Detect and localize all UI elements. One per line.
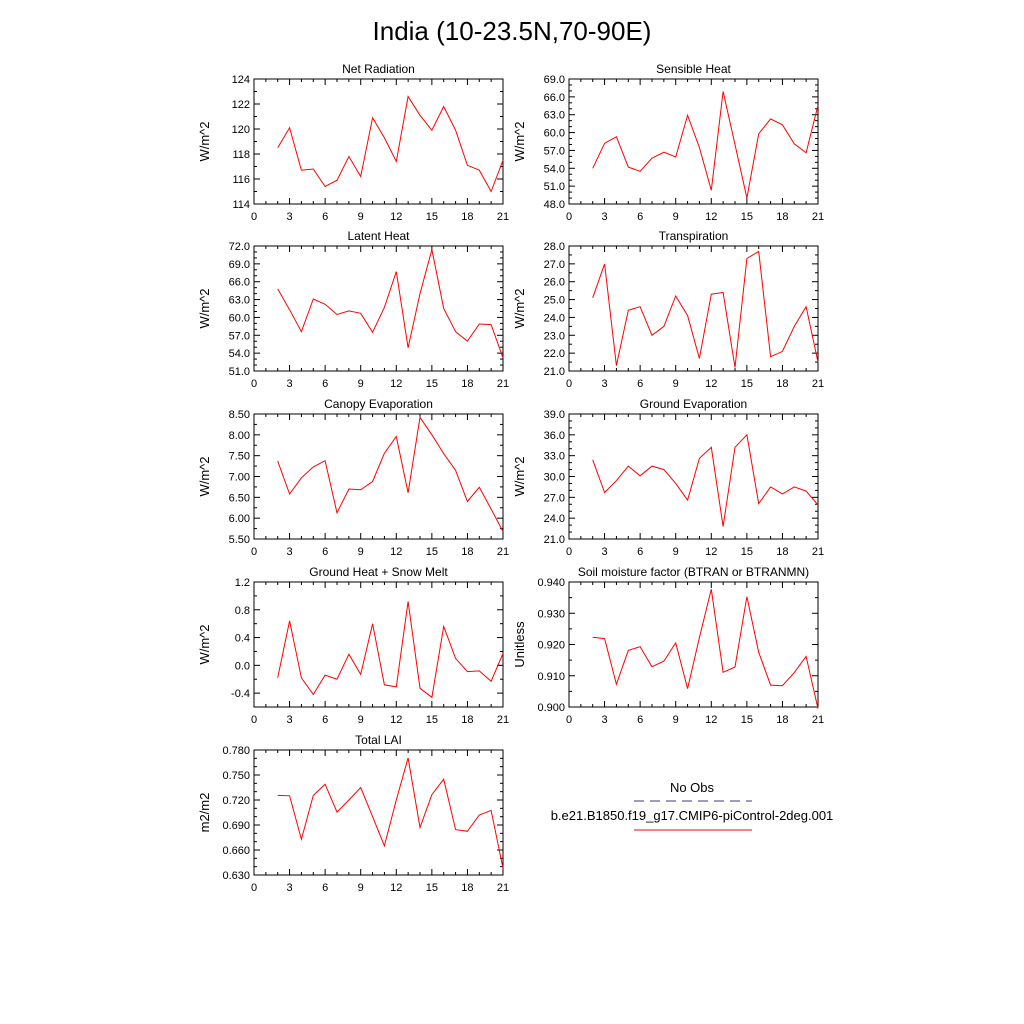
- y-tick-label: 0.720: [222, 795, 250, 807]
- x-tick-label: 18: [461, 211, 474, 223]
- y-tick-label: 122: [231, 99, 250, 111]
- x-tick-label: 21: [496, 378, 510, 390]
- x-tick-label: 9: [357, 211, 364, 223]
- y-tick-label: 30.0: [543, 471, 565, 484]
- plot-frame: [254, 246, 503, 371]
- x-tick-label: 18: [461, 882, 474, 894]
- series-line: [593, 251, 818, 367]
- panel-soil-moisture-factor-btran-or-btranmn: [512, 565, 824, 726]
- x-tick-label: 18: [461, 378, 474, 390]
- x-tick-label: 21: [496, 211, 510, 223]
- y-axis-label: W/m^2: [512, 456, 527, 497]
- x-tick-label: 0: [250, 882, 258, 894]
- y-tick-label: 0.660: [222, 845, 250, 857]
- y-tick-label: 63.0: [543, 109, 565, 122]
- y-tick-label: 60.0: [228, 312, 250, 325]
- panel-sensible-heat: [512, 62, 824, 223]
- panel-title: Canopy Evaporation: [324, 397, 433, 411]
- y-tick-label: 0.750: [222, 770, 250, 782]
- x-tick-label: 3: [286, 546, 293, 558]
- panel-transpiration: [512, 229, 824, 390]
- x-tick-label: 6: [637, 211, 644, 223]
- x-tick-label: 12: [390, 546, 403, 558]
- y-tick-label: 25.0: [543, 294, 565, 307]
- panel-title: Net Radiation: [342, 62, 415, 76]
- y-tick-label: 72.0: [228, 241, 250, 253]
- x-tick-label: 12: [705, 211, 718, 223]
- plot-frame: [254, 582, 503, 707]
- x-tick-label: 6: [322, 714, 329, 726]
- panel-total-lai: [197, 733, 509, 894]
- y-tick-label: 69.0: [543, 74, 565, 86]
- x-tick-label: 18: [776, 714, 789, 726]
- y-tick-label: 57.0: [228, 330, 250, 343]
- y-tick-label: 36.0: [543, 429, 565, 442]
- x-tick-label: 0: [250, 546, 258, 558]
- y-tick-label: 0.4: [234, 632, 250, 645]
- plot-frame: [569, 79, 818, 204]
- y-tick-label: 21.0: [543, 366, 565, 378]
- y-tick-label: 51.0: [543, 181, 565, 194]
- x-tick-label: 21: [496, 546, 510, 558]
- series-line: [593, 589, 818, 708]
- x-tick-label: 18: [776, 378, 789, 390]
- x-tick-label: 0: [250, 378, 258, 390]
- x-tick-label: 21: [496, 882, 510, 894]
- x-tick-label: 21: [811, 714, 825, 726]
- page-title: India (10-23.5N,70-90E): [372, 16, 652, 46]
- y-tick-label: 63.0: [228, 294, 250, 307]
- series-line: [593, 92, 818, 199]
- series-line: [278, 417, 503, 531]
- y-axis-label: W/m^2: [197, 288, 212, 329]
- y-tick-label: 23.0: [543, 330, 565, 343]
- y-tick-label: 24.0: [543, 312, 565, 325]
- panel-net-radiation: [197, 62, 509, 223]
- y-axis-label: W/m^2: [197, 456, 212, 497]
- y-tick-label: 118: [232, 149, 250, 161]
- x-tick-label: 12: [705, 714, 718, 726]
- panel-title: Ground Evaporation: [639, 397, 748, 411]
- x-tick-label: 0: [565, 714, 573, 726]
- series-line: [278, 97, 503, 192]
- legend-obs-label: No Obs: [669, 780, 715, 795]
- y-tick-label: 22.0: [543, 348, 565, 361]
- x-tick-label: 15: [740, 546, 753, 558]
- y-tick-label: 57.0: [543, 145, 565, 158]
- x-tick-label: 15: [425, 211, 438, 223]
- x-tick-label: 21: [811, 211, 825, 223]
- y-axis-label: m2/m2: [197, 792, 212, 833]
- x-tick-label: 9: [357, 546, 364, 558]
- y-axis-label: W/m^2: [512, 121, 527, 162]
- x-tick-label: 15: [740, 378, 753, 390]
- x-tick-label: 0: [565, 378, 573, 390]
- panel-canopy-evaporation: [197, 397, 509, 558]
- x-tick-label: 12: [390, 211, 403, 223]
- x-tick-label: 12: [390, 882, 403, 894]
- x-tick-label: 3: [601, 378, 608, 390]
- y-tick-label: 39.0: [543, 409, 565, 421]
- x-tick-label: 21: [811, 378, 825, 390]
- x-tick-label: 3: [286, 378, 293, 390]
- y-tick-label: 0.780: [222, 745, 250, 757]
- x-tick-label: 0: [565, 211, 573, 223]
- panel-title: Sensible Heat: [656, 62, 731, 76]
- x-tick-label: 21: [496, 714, 510, 726]
- panels-group: [197, 62, 824, 894]
- x-tick-label: 3: [286, 882, 293, 894]
- y-tick-label: 1.2: [234, 577, 250, 589]
- x-tick-label: 15: [740, 211, 753, 223]
- y-tick-label: 0.900: [537, 702, 565, 714]
- y-tick-label: -0.4: [231, 688, 250, 701]
- panel-title: Latent Heat: [347, 229, 410, 243]
- x-tick-label: 15: [425, 546, 438, 558]
- y-tick-label: 28.0: [543, 241, 565, 253]
- series-line: [278, 250, 503, 358]
- y-axis-label: W/m^2: [197, 624, 212, 665]
- y-tick-label: 124: [231, 74, 250, 86]
- x-tick-label: 9: [357, 378, 364, 390]
- y-tick-label: 33.0: [543, 450, 565, 463]
- x-tick-label: 9: [672, 211, 679, 223]
- panel-title: Soil moisture factor (BTRAN or BTRANMN): [577, 565, 810, 579]
- panel-ground-evaporation: [512, 397, 824, 558]
- panel-title: Ground Heat + Snow Melt: [309, 565, 448, 579]
- x-tick-label: 18: [461, 546, 474, 558]
- x-tick-label: 6: [322, 882, 329, 894]
- series-line: [278, 758, 503, 868]
- y-tick-label: 60.0: [543, 127, 565, 140]
- y-tick-label: 6.00: [228, 513, 250, 526]
- x-tick-label: 6: [322, 546, 329, 558]
- x-tick-label: 15: [425, 882, 438, 894]
- x-tick-label: 15: [425, 378, 438, 390]
- y-tick-label: 114: [232, 199, 250, 211]
- x-tick-label: 9: [357, 882, 364, 894]
- y-tick-label: 24.0: [543, 513, 565, 526]
- y-tick-label: 51.0: [228, 366, 250, 378]
- y-tick-label: 7.00: [228, 471, 250, 484]
- series-line: [278, 601, 503, 697]
- y-tick-label: 0.940: [537, 577, 565, 589]
- legend-model-label: b.e21.B1850.f19_g17.CMIP6-piControl-2deg.001: [550, 808, 834, 823]
- y-tick-label: 48.0: [543, 199, 565, 211]
- x-tick-label: 0: [565, 546, 573, 558]
- x-tick-label: 3: [601, 714, 608, 726]
- panel-latent-heat: [197, 229, 509, 390]
- x-tick-label: 9: [672, 714, 679, 726]
- panel-title: Transpiration: [658, 229, 729, 243]
- plot-frame: [254, 750, 503, 875]
- x-tick-label: 12: [390, 714, 403, 726]
- series-line: [593, 435, 818, 527]
- y-tick-label: 0.0: [234, 660, 250, 673]
- panel-ground-heat-snow-melt: [197, 565, 509, 726]
- x-tick-label: 3: [286, 211, 293, 223]
- y-tick-label: 0.630: [222, 870, 250, 882]
- plot-frame: [254, 414, 503, 539]
- y-axis-label: W/m^2: [512, 288, 527, 329]
- y-tick-label: 116: [232, 174, 250, 186]
- x-tick-label: 6: [637, 546, 644, 558]
- x-tick-label: 15: [740, 714, 753, 726]
- x-tick-label: 18: [776, 546, 789, 558]
- x-tick-label: 3: [601, 211, 608, 223]
- y-tick-label: 27.0: [543, 258, 565, 271]
- x-tick-label: 9: [357, 714, 364, 726]
- y-tick-label: 5.50: [228, 534, 250, 546]
- x-tick-label: 6: [637, 714, 644, 726]
- x-tick-label: 3: [286, 714, 293, 726]
- x-tick-label: 12: [705, 378, 718, 390]
- x-tick-label: 15: [425, 714, 438, 726]
- y-tick-label: 66.0: [543, 91, 565, 104]
- y-tick-label: 27.0: [543, 492, 565, 505]
- y-tick-label: 66.0: [228, 276, 250, 289]
- y-axis-label: W/m^2: [197, 121, 212, 162]
- x-tick-label: 12: [705, 546, 718, 558]
- y-tick-label: 0.910: [537, 670, 565, 683]
- y-tick-label: 69.0: [228, 258, 250, 271]
- y-tick-label: 0.920: [537, 639, 565, 652]
- panel-title: Total LAI: [355, 733, 402, 747]
- x-tick-label: 18: [776, 211, 789, 223]
- y-tick-label: 26.0: [543, 276, 565, 289]
- plot-frame: [569, 414, 818, 539]
- y-tick-label: 7.50: [228, 450, 250, 463]
- x-tick-label: 9: [672, 546, 679, 558]
- x-tick-label: 0: [250, 714, 258, 726]
- x-tick-label: 3: [601, 546, 608, 558]
- y-tick-label: 54.0: [543, 163, 565, 176]
- x-tick-label: 12: [390, 378, 403, 390]
- x-tick-label: 6: [322, 211, 329, 223]
- legend: [551, 780, 834, 830]
- x-tick-label: 0: [250, 211, 258, 223]
- x-tick-label: 6: [637, 378, 644, 390]
- y-tick-label: 21.0: [543, 534, 565, 546]
- plot-frame: [254, 79, 503, 204]
- y-tick-label: 120: [231, 124, 250, 136]
- x-tick-label: 9: [672, 378, 679, 390]
- y-tick-label: 54.0: [228, 348, 250, 361]
- y-tick-label: 0.8: [234, 604, 250, 617]
- x-tick-label: 6: [322, 378, 329, 390]
- y-tick-label: 0.690: [222, 820, 250, 832]
- x-tick-label: 18: [461, 714, 474, 726]
- y-tick-label: 8.50: [228, 409, 250, 421]
- y-tick-label: 0.930: [537, 608, 565, 621]
- y-tick-label: 8.00: [228, 429, 250, 442]
- y-tick-label: 6.50: [228, 492, 250, 505]
- x-tick-label: 21: [811, 546, 825, 558]
- y-axis-label: Unitless: [512, 621, 527, 668]
